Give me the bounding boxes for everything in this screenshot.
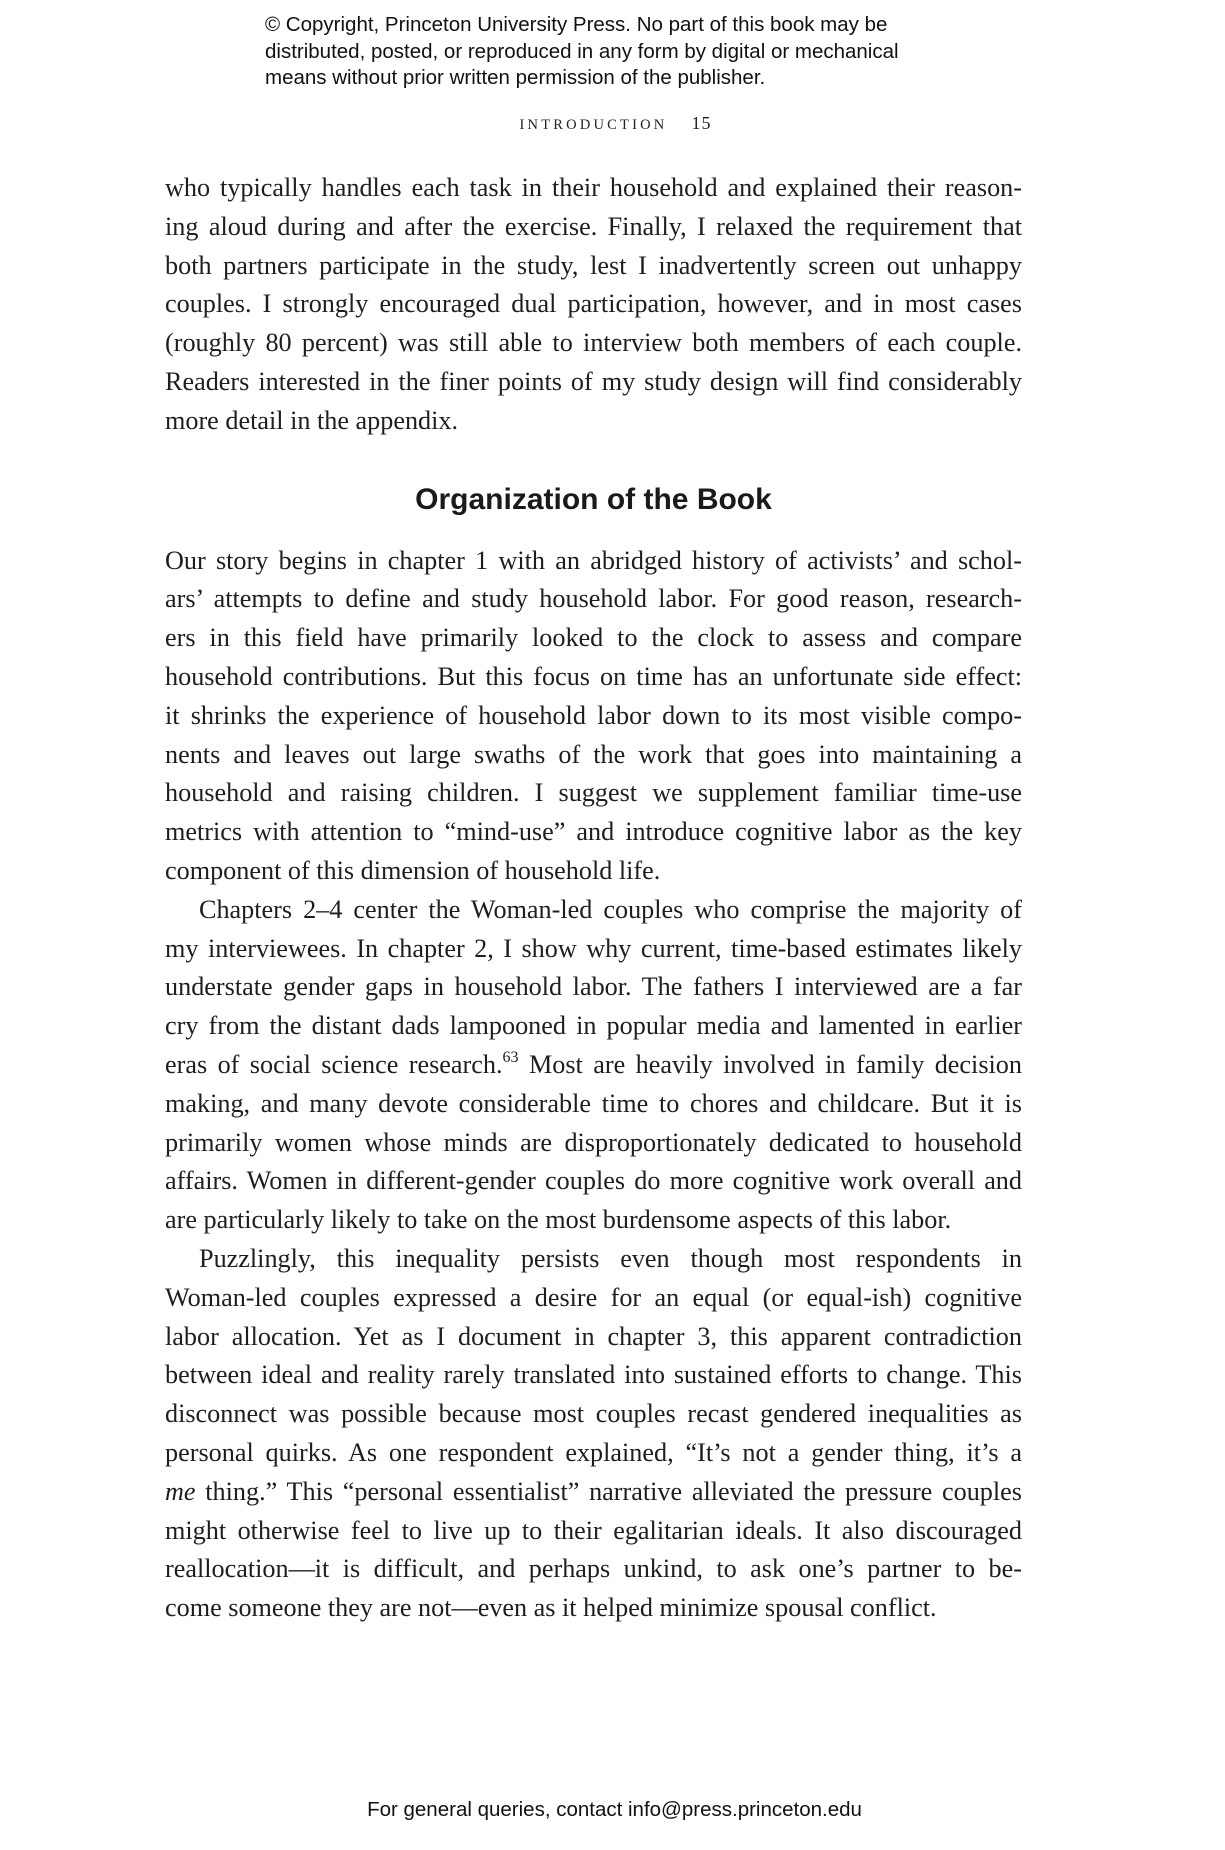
text-line: Readers interested in the finer points of my study design will find considerably	[165, 366, 1022, 396]
text-line: ers in this field have primarily looked to the clock to assess and compare	[165, 623, 1022, 653]
text-line: labor allocation. Yet as I document in chapter 3, this apparent contradiction	[165, 1321, 1022, 1351]
footnote-marker[interactable]: 63	[502, 1048, 519, 1066]
text-fragment: thing.” This “personal essentialist” narrative alleviated the pressure couples	[195, 1476, 1022, 1506]
text-line: ars’ attempts to define and study household labor. For good reason, research-	[165, 584, 1022, 614]
paragraph-chapter-1	[165, 542, 1022, 891]
text-line: metrics with attention to “mind-use” and introduce cognitive labor as the key	[165, 817, 1022, 847]
text-line	[165, 1473, 1022, 1512]
text-line: more detail in the appendix.	[165, 405, 459, 435]
text-line	[165, 1046, 1022, 1085]
text-line: who typically handles each task in their household and explained their reason-	[165, 173, 1022, 202]
text-line: Chapters 2–4 center the Woman-led couples who comprise the majority of	[199, 894, 1022, 924]
text-line: household contributions. But this focus on time has an unfortunate side effect:	[165, 661, 1022, 691]
text-line: are particularly likely to take on the most burdensome aspects of this labor.	[165, 1205, 952, 1235]
emphasis-text: me	[165, 1476, 196, 1506]
text-line: component of this dimension of household life.	[165, 855, 661, 885]
section-heading: Organization of the Book	[415, 482, 772, 516]
text-line: Woman-led couples expressed a desire for an equal (or equal-ish) cognitive	[165, 1282, 1022, 1312]
text-line: making, and many devote considerable time to chores and childcare. But it is	[165, 1088, 1022, 1118]
page-body	[165, 169, 1022, 1628]
text-line: nents and leaves out large swaths of the work that goes into maintaining a	[165, 739, 1022, 769]
copyright-line: means without prior written permission of the publisher.	[265, 66, 766, 89]
text-line: affairs. Women in different-gender couples do more cognitive work overall and	[165, 1166, 1022, 1196]
copyright-line: © Copyright, Princeton University Press. No part of this book may be	[265, 13, 888, 36]
running-head	[0, 113, 1225, 134]
text-line: couples. I strongly encouraged dual participation, however, and in most cases	[165, 289, 1022, 319]
text-line: household and raising children. I suggest we supplement familiar time-use	[165, 778, 1022, 808]
text-line: disconnect was possible because most couples recast gendered inequalities as	[165, 1399, 1022, 1429]
text-line: come someone they are not—even as it helped minimize spousal conflict.	[165, 1593, 937, 1623]
text-line: cry from the distant dads lampooned in popular media and lamented in earlier	[165, 1011, 1022, 1041]
running-head-title: INTRODUCTION	[519, 117, 668, 133]
text-line: between ideal and reality rarely translated into sustained efforts to change. This	[165, 1360, 1022, 1390]
copyright-line: distributed, posted, or reproduced in any form by digital or mechanical	[265, 39, 899, 63]
text-line: ing aloud during and after the exercise. Finally, I relaxed the requirement that	[165, 211, 1022, 241]
text-line: Puzzlingly, this inequality persists even though most respondents in	[199, 1243, 1022, 1273]
text-line: primarily women whose minds are disproportionately dedicated to household	[165, 1127, 1022, 1157]
text-fragment: Most are heavily involved in family decision	[518, 1049, 1022, 1079]
text-line: both partners participate in the study, lest I inadvertently screen out unhappy	[165, 250, 1022, 280]
paragraph-continuation	[165, 169, 1022, 441]
copyright-notice	[265, 12, 1005, 92]
text-line: understate gender gaps in household labor. The fathers I interviewed are a far	[165, 972, 1022, 1002]
text-line: personal quirks. As one respondent explained, “It’s not a gender thing, it’s a	[165, 1437, 1022, 1467]
paragraph-chapter-3	[165, 1240, 1022, 1628]
text-fragment: eras of social science research.	[165, 1049, 503, 1079]
text-line: my interviewees. In chapter 2, I show why current, time-based estimates likely	[165, 933, 1022, 963]
page-number: 15	[691, 113, 712, 133]
text-line: (roughly 80 percent) was still able to interview both members of each couple.	[165, 328, 1022, 358]
text-line: might otherwise feel to live up to their egalitarian ideals. It also discouraged	[165, 1515, 1022, 1545]
text-line: it shrinks the experience of household labor down to its most visible compo-	[165, 700, 1022, 730]
paragraph-chapters-2-4	[165, 891, 1022, 1240]
footer-contact: For general queries, contact info@press.princeton.edu	[367, 1798, 862, 1821]
text-line: Our story begins in chapter 1 with an abridged history of activists’ and schol-	[165, 545, 1022, 575]
text-line: reallocation—it is difficult, and perhaps unkind, to ask one’s partner to be-	[165, 1554, 1022, 1584]
